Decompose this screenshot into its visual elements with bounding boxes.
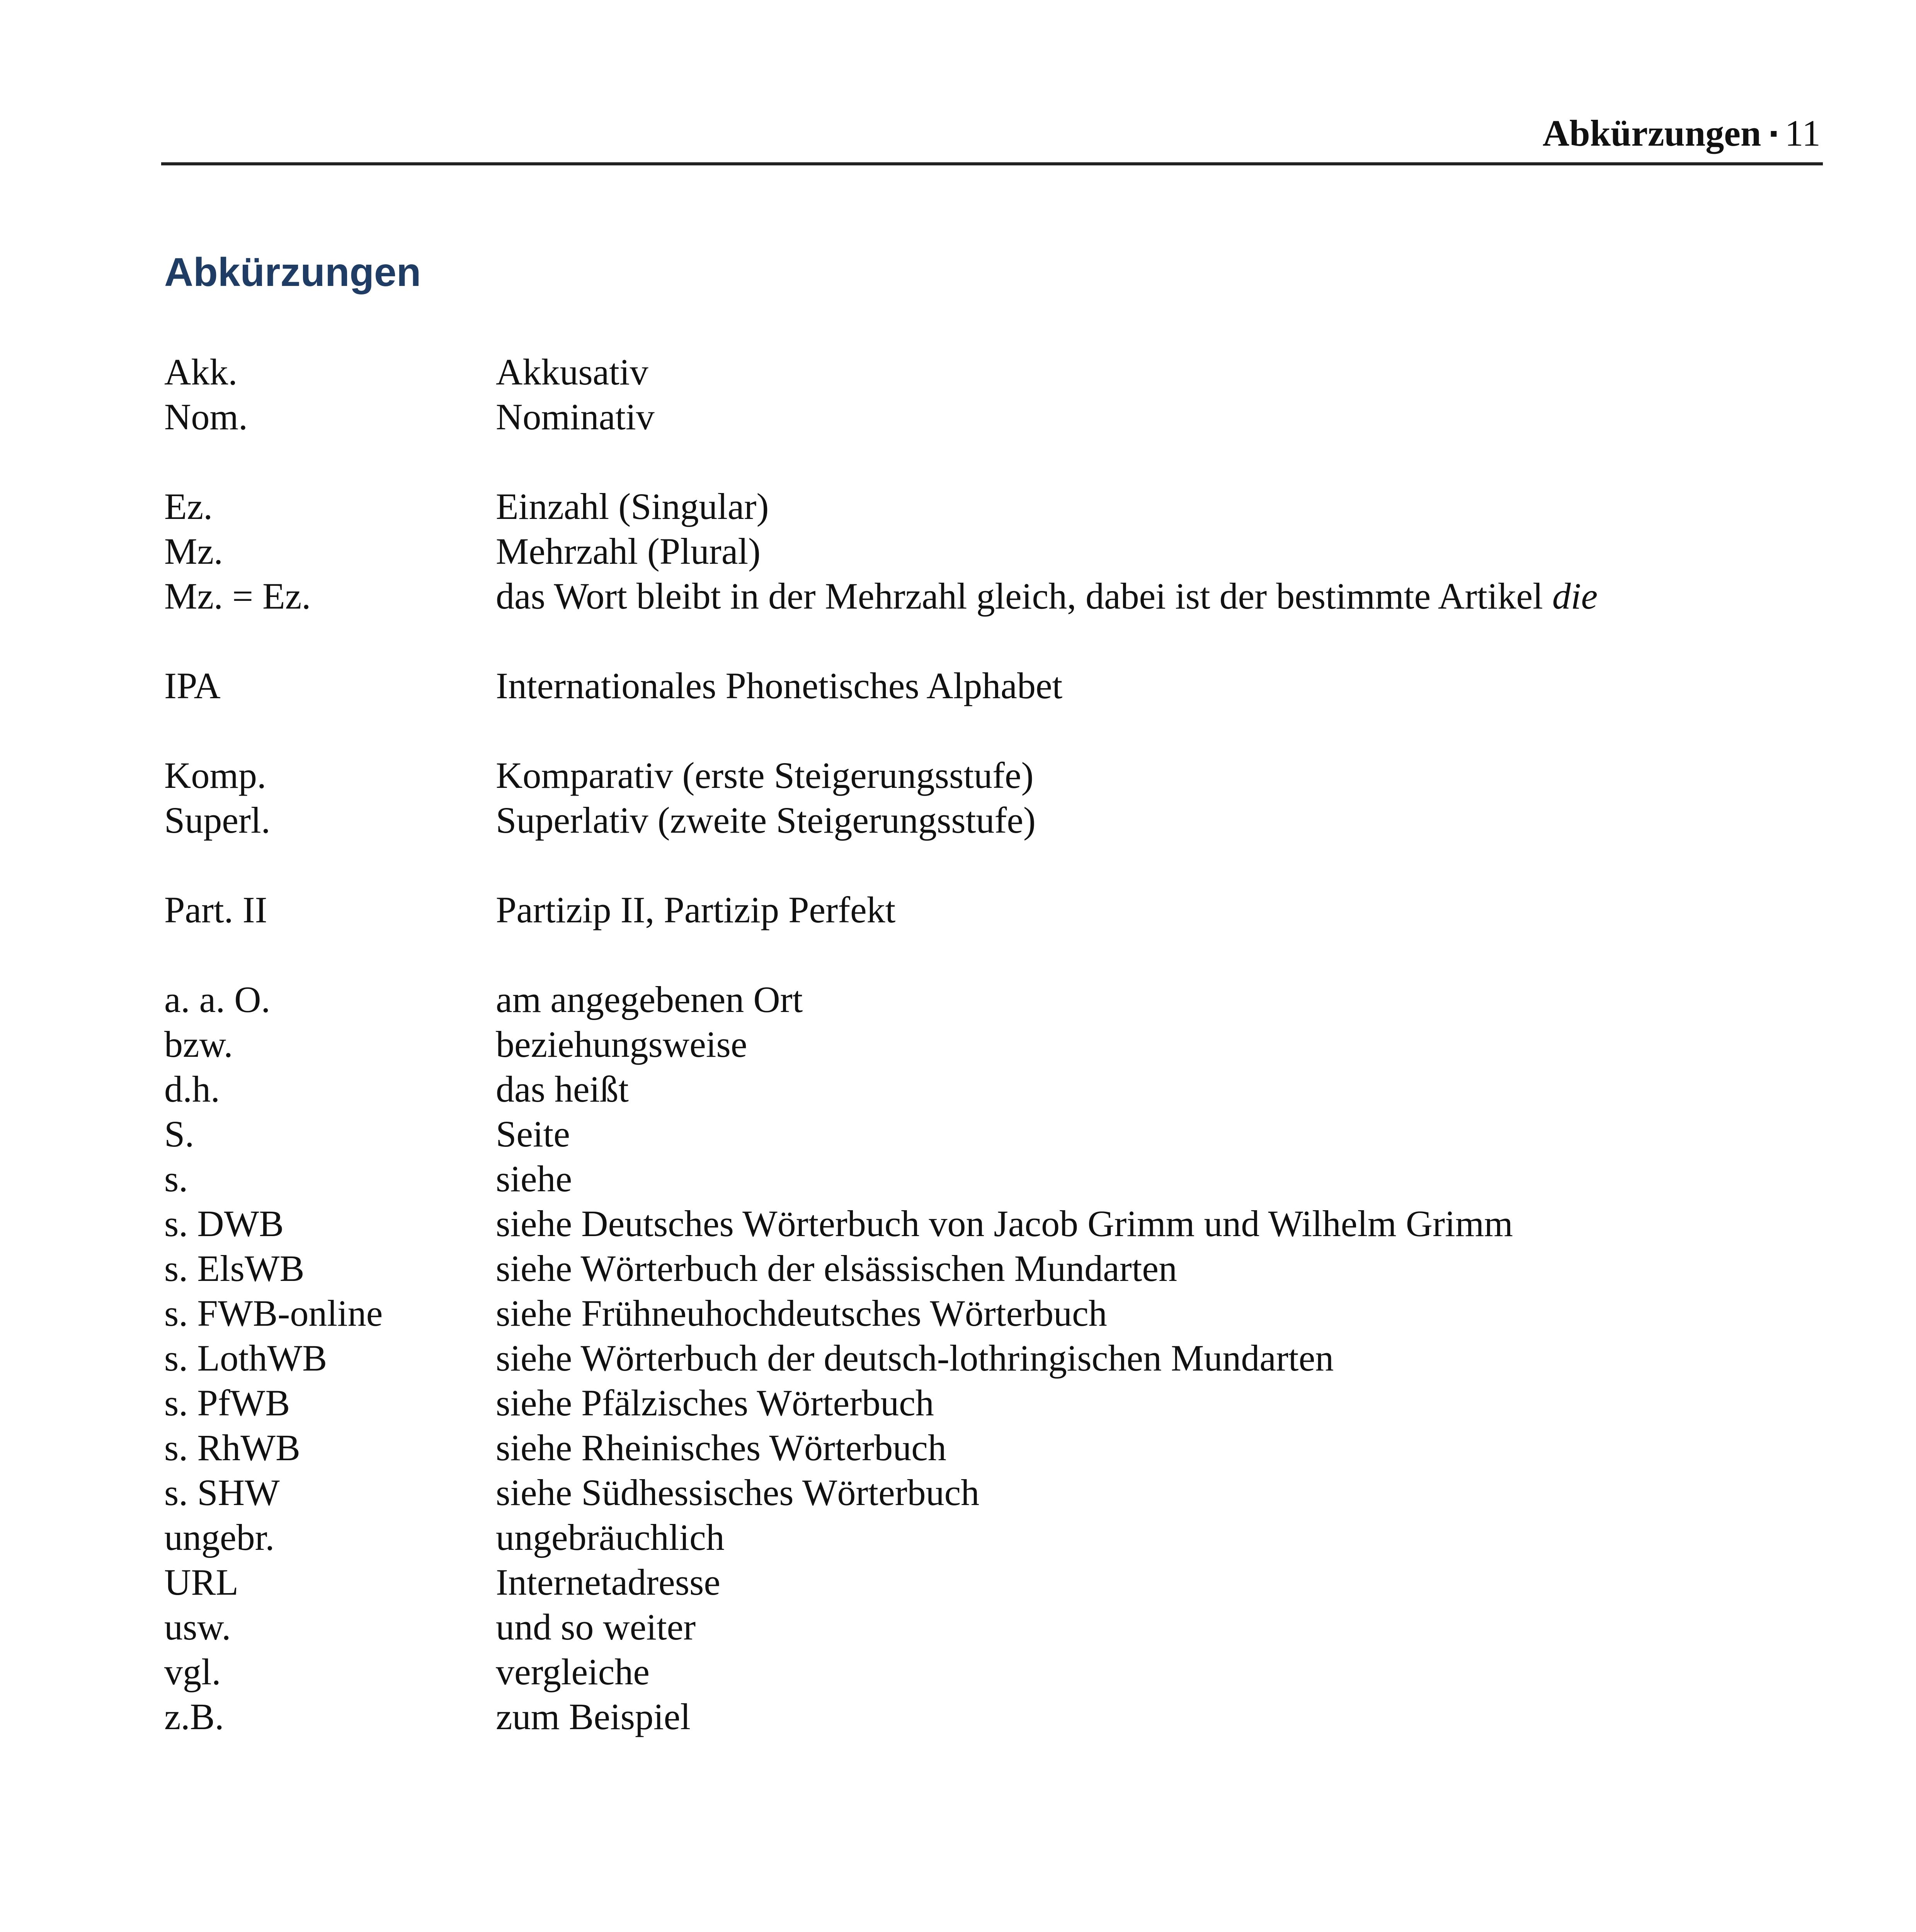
abbreviation-row bbox=[164, 1470, 1826, 1515]
abbreviation-term: z.B. bbox=[164, 1696, 224, 1737]
abbreviation-term: Mz. bbox=[164, 531, 223, 572]
definition-text: siehe Frühneuhochdeutsches Wörterbuch bbox=[496, 1293, 1107, 1334]
abbreviation-group bbox=[164, 753, 1826, 843]
abbreviation-term: s. FWB-online bbox=[164, 1293, 383, 1334]
abbreviation-definition bbox=[496, 1560, 1826, 1605]
abbreviation-row bbox=[164, 1246, 1826, 1291]
abbreviation-term: a. a. O. bbox=[164, 979, 271, 1020]
abbreviation-term: ungebr. bbox=[164, 1517, 275, 1558]
abbreviation-term: s. DWB bbox=[164, 1203, 284, 1244]
abbreviation-definition bbox=[496, 1291, 1826, 1336]
abbreviation-definition bbox=[496, 1425, 1826, 1470]
abbreviation-term: s. bbox=[164, 1158, 188, 1199]
definition-text: Seite bbox=[496, 1113, 570, 1155]
abbreviation-definition bbox=[496, 1470, 1826, 1515]
abbreviation-row bbox=[164, 1425, 1826, 1470]
abbreviation-term: IPA bbox=[164, 665, 221, 706]
abbreviation-definition bbox=[496, 1336, 1826, 1381]
abbreviation-term: URL bbox=[164, 1561, 238, 1603]
definition-text: zum Beispiel bbox=[496, 1696, 691, 1737]
abbreviation-row bbox=[164, 484, 1826, 529]
definition-text: das heißt bbox=[496, 1068, 629, 1110]
abbreviation-group bbox=[164, 888, 1826, 932]
abbreviation-definition bbox=[496, 1022, 1826, 1067]
abbreviation-definition bbox=[496, 1201, 1826, 1246]
abbreviation-definition bbox=[496, 1112, 1826, 1156]
abbreviation-row bbox=[164, 1156, 1826, 1201]
abbreviation-row bbox=[164, 395, 1826, 439]
definition-text: Superlativ (zweite Steigerungsstufe) bbox=[496, 799, 1036, 841]
abbreviation-row bbox=[164, 1694, 1826, 1739]
abbreviation-definition bbox=[496, 484, 1826, 529]
abbreviation-definition bbox=[496, 1381, 1826, 1425]
abbreviation-row bbox=[164, 798, 1826, 843]
definition-text: siehe Deutsches Wörterbuch von Jacob Grimm und Wilhelm Grimm bbox=[496, 1203, 1513, 1244]
abbreviation-row bbox=[164, 1022, 1826, 1067]
abbreviation-definition bbox=[496, 395, 1826, 439]
abbreviation-definition bbox=[496, 663, 1826, 708]
definition-text: Mehrzahl (Plural) bbox=[496, 531, 761, 572]
abbreviation-row bbox=[164, 1515, 1826, 1560]
abbreviation-definition bbox=[496, 888, 1826, 932]
abbreviation-term: usw. bbox=[164, 1606, 231, 1648]
abbreviation-row bbox=[164, 529, 1826, 574]
abbreviation-group bbox=[164, 977, 1826, 1739]
abbreviation-term: s. ElsWB bbox=[164, 1248, 305, 1289]
definition-text: Internationales Phonetisches Alphabet bbox=[496, 665, 1063, 706]
abbreviation-term: bzw. bbox=[164, 1024, 233, 1065]
abbreviation-definition bbox=[496, 350, 1826, 395]
abbreviation-definition bbox=[496, 1650, 1826, 1694]
definition-text: siehe bbox=[496, 1158, 572, 1199]
abbreviation-row bbox=[164, 1112, 1826, 1156]
abbreviation-row bbox=[164, 1650, 1826, 1694]
definition-text: Nominativ bbox=[496, 396, 655, 437]
definition-text: siehe Wörterbuch der elsässischen Mundarten bbox=[496, 1248, 1177, 1289]
definition-text: siehe Südhessisches Wörterbuch bbox=[496, 1472, 980, 1513]
definition-text: vergleiche bbox=[496, 1651, 650, 1692]
abbreviation-term: Akk. bbox=[164, 351, 238, 393]
definition-text: und so weiter bbox=[496, 1606, 696, 1648]
definition-text: beziehungsweise bbox=[496, 1024, 747, 1065]
abbreviation-definition bbox=[496, 574, 1826, 619]
abbreviation-term: s. PfWB bbox=[164, 1382, 290, 1423]
section-heading: Abkürzungen bbox=[164, 250, 421, 295]
abbreviation-term: s. RhWB bbox=[164, 1427, 301, 1468]
abbreviation-term: Ez. bbox=[164, 486, 213, 527]
abbreviation-definition bbox=[496, 1246, 1826, 1291]
definition-text: am angegebenen Ort bbox=[496, 979, 803, 1020]
abbreviation-row bbox=[164, 1381, 1826, 1425]
definition-text: siehe Wörterbuch der deutsch-lothringischen Mundarten bbox=[496, 1337, 1334, 1379]
abbreviation-row bbox=[164, 1560, 1826, 1605]
definition-emphasis: die bbox=[1552, 575, 1598, 617]
running-header-title: Abkürzungen bbox=[1542, 112, 1761, 154]
definition-text: Internetadresse bbox=[496, 1561, 721, 1603]
abbreviation-definition bbox=[496, 798, 1826, 843]
abbreviation-definition bbox=[496, 1067, 1826, 1112]
abbreviation-row bbox=[164, 1201, 1826, 1246]
abbreviation-row bbox=[164, 1067, 1826, 1112]
abbreviation-row bbox=[164, 888, 1826, 932]
definition-text: Partizip II, Partizip Perfekt bbox=[496, 889, 896, 930]
abbreviation-term: s. LothWB bbox=[164, 1337, 327, 1379]
abbreviation-definition bbox=[496, 753, 1826, 798]
definition-text: Einzahl (Singular) bbox=[496, 486, 769, 527]
abbreviation-row bbox=[164, 1291, 1826, 1336]
abbreviation-term: S. bbox=[164, 1113, 194, 1155]
abbreviation-definition bbox=[496, 977, 1826, 1022]
abbreviation-definition bbox=[496, 1605, 1826, 1650]
abbreviation-row bbox=[164, 753, 1826, 798]
abbreviation-term: vgl. bbox=[164, 1651, 221, 1692]
abbreviation-definition bbox=[496, 1515, 1826, 1560]
running-header bbox=[1543, 112, 1821, 155]
abbreviation-definition bbox=[496, 1694, 1826, 1739]
abbreviation-list bbox=[164, 350, 1826, 1784]
definition-text: Akkusativ bbox=[496, 351, 648, 393]
abbreviation-row bbox=[164, 1605, 1826, 1650]
page-number: 11 bbox=[1785, 112, 1821, 154]
abbreviation-row bbox=[164, 574, 1826, 619]
definition-text: siehe Pfälzisches Wörterbuch bbox=[496, 1382, 934, 1423]
page-header bbox=[161, 104, 1823, 165]
definition-text: Komparativ (erste Steigerungsstufe) bbox=[496, 755, 1034, 796]
abbreviation-group bbox=[164, 350, 1826, 439]
abbreviation-term: Komp. bbox=[164, 755, 266, 796]
abbreviation-term: Mz. = Ez. bbox=[164, 575, 311, 617]
abbreviation-term: Nom. bbox=[164, 396, 248, 437]
definition-text: das Wort bleibt in der Mehrzahl gleich, dabei ist der bestimmte Artikel bbox=[496, 575, 1552, 617]
abbreviation-row bbox=[164, 977, 1826, 1022]
definition-text: siehe Rheinisches Wörterbuch bbox=[496, 1427, 946, 1468]
abbreviation-definition bbox=[496, 1156, 1826, 1201]
abbreviation-group bbox=[164, 663, 1826, 708]
abbreviation-term: Part. II bbox=[164, 889, 267, 930]
abbreviation-definition bbox=[496, 529, 1826, 574]
abbreviation-row bbox=[164, 663, 1826, 708]
abbreviation-row bbox=[164, 1336, 1826, 1381]
definition-text: ungebräuchlich bbox=[496, 1517, 725, 1558]
abbreviation-group bbox=[164, 484, 1826, 619]
header-separator-square: ▪ bbox=[1770, 121, 1778, 146]
abbreviation-term: Superl. bbox=[164, 799, 271, 841]
abbreviation-term: s. SHW bbox=[164, 1472, 280, 1513]
abbreviation-row bbox=[164, 350, 1826, 395]
abbreviation-term: d.h. bbox=[164, 1068, 220, 1110]
